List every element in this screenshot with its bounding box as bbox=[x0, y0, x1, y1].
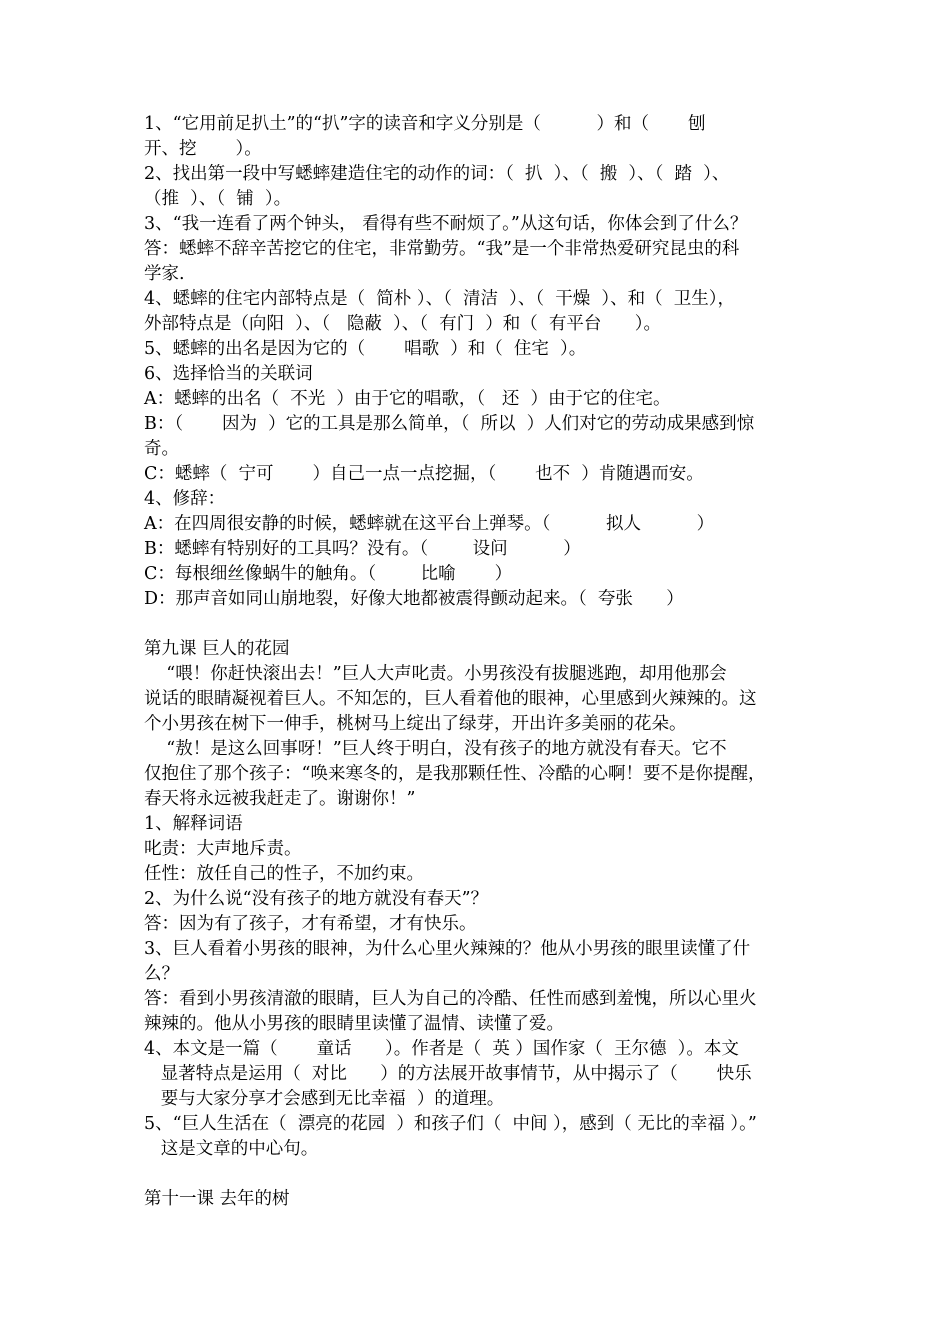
text-line: 答：蟋蟀不辞辛苦挖它的住宅，非常勤劳。“我”是一个非常热爱研究昆虫的科 bbox=[144, 239, 740, 259]
text-line: C：每根细丝像蜗牛的触角。（ 比喻 ） bbox=[144, 564, 513, 584]
text-line: 外部特点是（向阳 ）、（ 隐蔽 ）、（ 有门 ）和（ 有平台 ）。 bbox=[144, 314, 661, 334]
text-line: 显著特点是运用（ 对比 ）的方法展开故事情节，从中揭示了（ 快乐 bbox=[144, 1064, 752, 1084]
text-line: 奇。 bbox=[144, 439, 179, 459]
text-line: 要与大家分享才会感到无比幸福 ）的道理。 bbox=[144, 1089, 505, 1109]
document-page bbox=[144, 112, 812, 1212]
text-line: C：蟋蟀（ 宁可 ）自己一点一点挖掘，（ 也不 ）肯随遇而安。 bbox=[144, 464, 704, 484]
text-line: 4、修辞： bbox=[144, 489, 226, 509]
text-line: 这是文章的中心句。 bbox=[144, 1139, 319, 1159]
blank-line bbox=[144, 1162, 812, 1187]
text-line: 2、找出第一段中写蟋蟀建造住宅的动作的词：（ 扒 ）、（ 搬 ）、（ 踏 ）、 bbox=[144, 164, 730, 184]
text-line: B：（ 因为 ）它的工具是那么简单，（ 所以 ）人们对它的劳动成果感到惊 bbox=[144, 414, 755, 434]
text-line: 4、蟋蟀的住宅内部特点是（ 简朴 ）、（ 清洁 ）、（ 干燥 ）、和（ 卫生）， bbox=[144, 289, 735, 309]
text-line: 1、“它用前足扒土”的“扒”字的读音和字义分别是（ ）和（ 刨 bbox=[144, 114, 706, 134]
text-line: 3、巨人看着小男孩的眼神，为什么心里火辣辣的？他从小男孩的眼里读懂了什 bbox=[144, 939, 751, 959]
text-line: 学家. bbox=[144, 264, 185, 284]
text-line: D：那声音如同山崩地裂，好像大地都被震得颤动起来。（ 夸张 ） bbox=[144, 589, 684, 609]
text-line: 4、本文是一篇（ 童话 ）。作者是（ 英 ）国作家（ 王尔德 ）。本文 bbox=[144, 1039, 739, 1059]
text-line: 5、蟋蟀的出名是因为它的（ 唱歌 ）和（ 住宅 ）。 bbox=[144, 339, 587, 359]
text-line: 辣辣的。他从小男孩的眼睛里读懂了温情、读懂了爱。 bbox=[144, 1014, 564, 1034]
lesson-title: 第九课 巨人的花园 bbox=[144, 639, 290, 659]
text-line: 6、选择恰当的关联词 bbox=[144, 364, 313, 384]
text-line: A：在四周很安静的时候，蟋蟀就在这平台上弹琴。（ 拟人 ） bbox=[144, 514, 715, 534]
text-line: 仅抱住了那个孩子：“唤来寒冬的，是我那颗任性、冷酷的心啊！要不是你提醒， bbox=[144, 764, 766, 784]
text-line: B：蟋蟀有特别好的工具吗？没有。（ 设问 ） bbox=[144, 539, 581, 559]
text-line: 任性：放任自己的性子，不加约束。 bbox=[144, 864, 424, 884]
text-line: 答：因为有了孩子，才有希望，才有快乐。 bbox=[144, 914, 477, 934]
text-line: 2、为什么说“没有孩子的地方就没有春天”？ bbox=[144, 889, 489, 909]
text-line: 么？ bbox=[144, 964, 179, 984]
text-line: “敖！是这么回事呀！”巨人终于明白，没有孩子的地方就没有春天。它不 bbox=[144, 739, 727, 759]
text-line: 3、“我一连看了两个钟头， 看得有些不耐烦了。”从这句话，你体会到了什么？ bbox=[144, 214, 748, 234]
text-line: 1、解释词语 bbox=[144, 814, 243, 834]
lesson-title: 第十一课 去年的树 bbox=[144, 1189, 290, 1209]
text-line: 说话的眼睛凝视着巨人。不知怎的，巨人看着他的眼神，心里感到火辣辣的。这 bbox=[144, 689, 757, 709]
text-line: 答：看到小男孩清澈的眼睛，巨人为自己的冷酷、任性而感到羞愧，所以心里火 bbox=[144, 989, 757, 1009]
blank-line bbox=[144, 612, 812, 637]
text-line: （推 ）、（ 铺 ）。 bbox=[144, 189, 292, 209]
text-line: 叱责：大声地斥责。 bbox=[144, 839, 302, 859]
text-line: A：蟋蟀的出名（ 不光 ）由于它的唱歌，（ 还 ）由于它的住宅。 bbox=[144, 389, 671, 409]
text-line: 个小男孩在树下一伸手，桃树马上绽出了绿芽，开出许多美丽的花朵。 bbox=[144, 714, 687, 734]
text-line: “喂！你赶快滚出去！”巨人大声叱责。小男孩没有拔腿逃跑，却用他那会 bbox=[144, 664, 727, 684]
text-line: 春天将永远被我赶走了。谢谢你！” bbox=[144, 789, 416, 809]
text-line: 5、“巨人生活在（ 漂亮的花园 ）和孩子们（ 中间 ），感到（ 无比的幸福 ）。” bbox=[144, 1114, 757, 1134]
text-line: 开、挖 ）。 bbox=[144, 139, 262, 159]
